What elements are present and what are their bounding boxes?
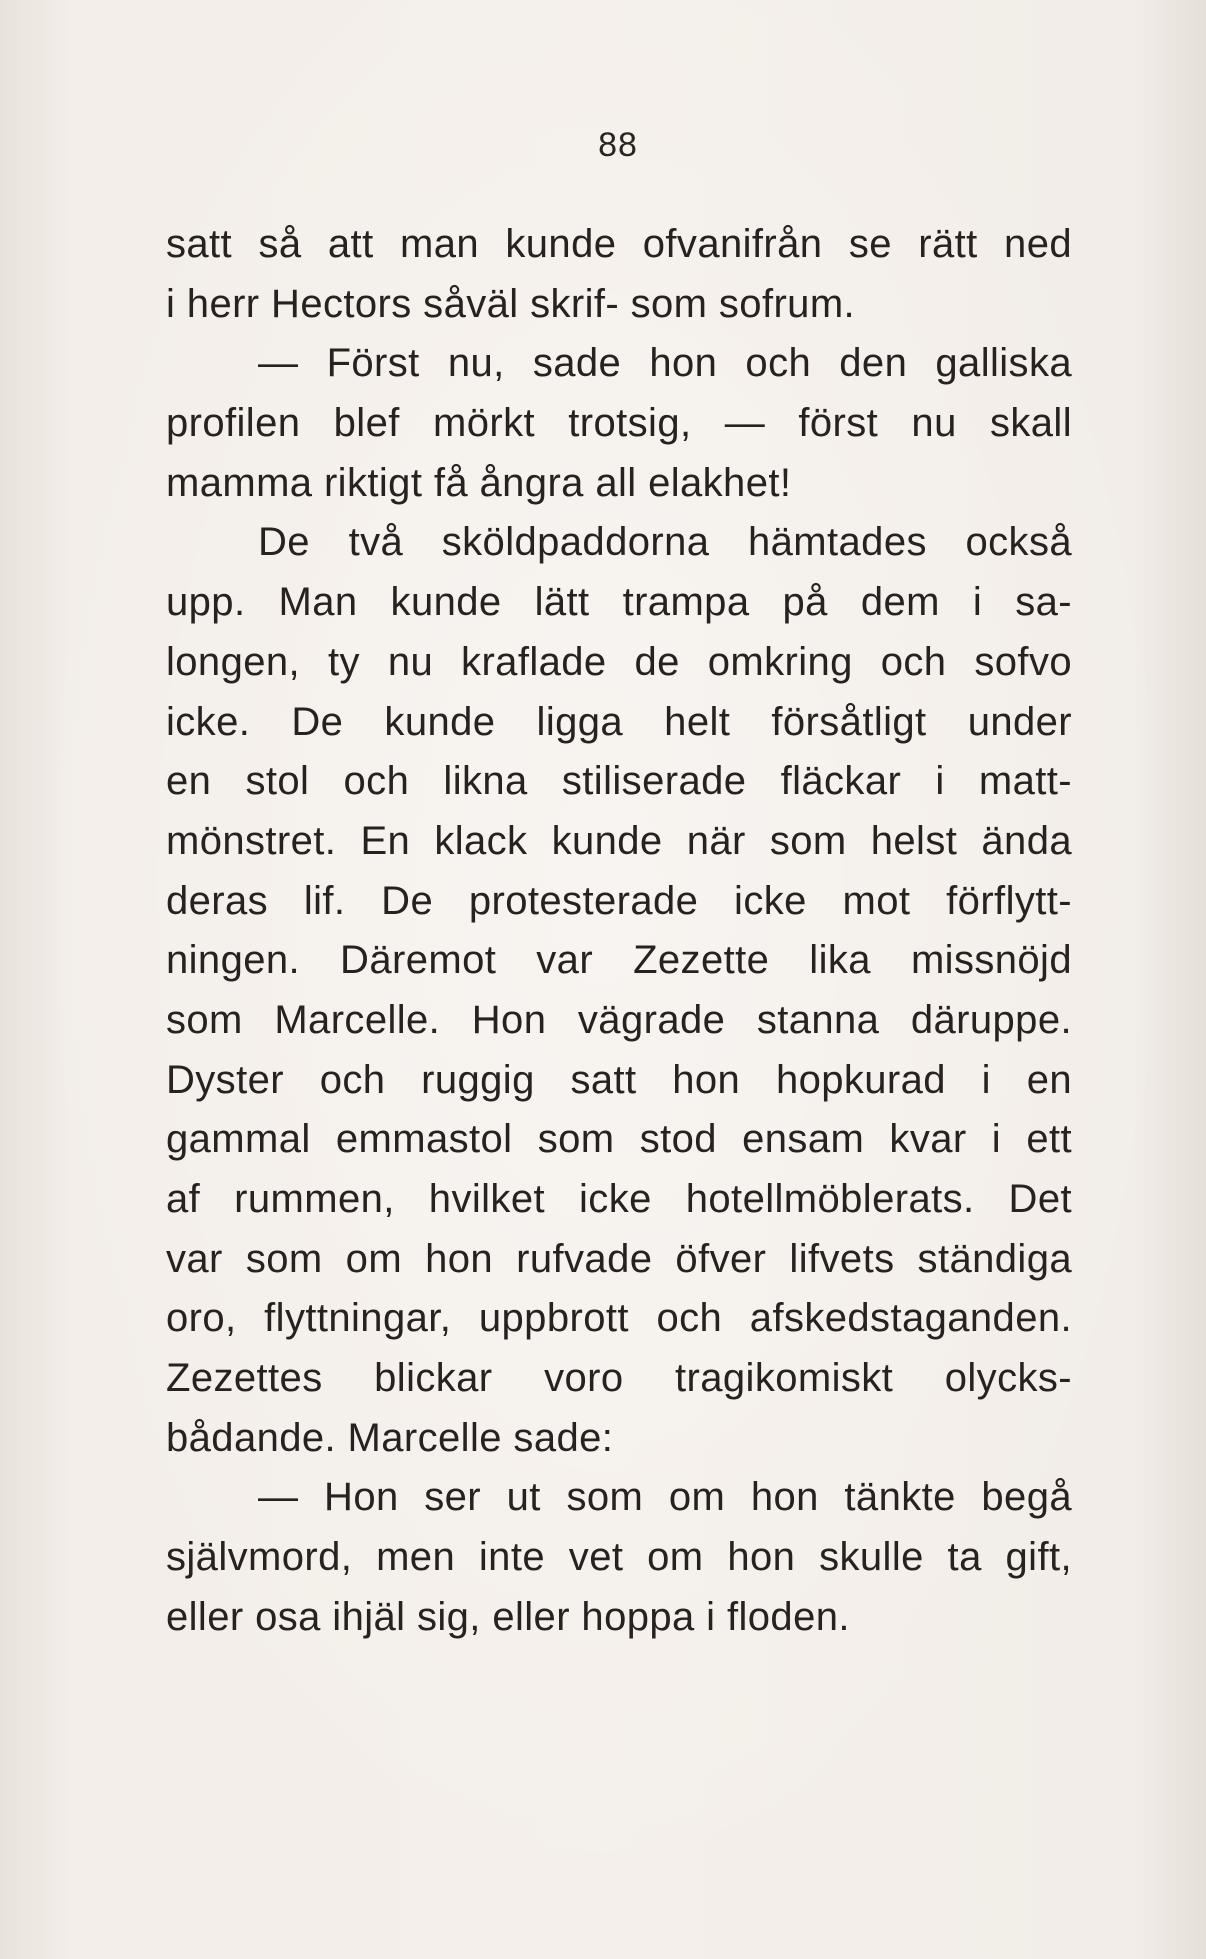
text-line: Zezettes blickar voro tragikomiskt olycks- (166, 1356, 1072, 1401)
text-line: gammal emmastol som stod ensam kvar i ett (166, 1117, 1072, 1162)
text-line: mamma riktigt få ångra all elakhet! (166, 460, 792, 505)
text-line: som Marcelle. Hon vägrade stanna däruppe. (166, 997, 1072, 1042)
text-line: eller osa ihjäl sig, eller hoppa i floden. (166, 1594, 850, 1639)
text-line: af rummen, hvilket icke hotellmöblerats. Det (166, 1177, 1072, 1221)
text-line: bådande. Marcelle sade: (166, 1415, 614, 1460)
body-text (166, 215, 1072, 1648)
text-line: upp. Man kunde lätt trampa på dem i sa- (166, 580, 1072, 625)
text-line: var som om hon rufvade öfver lifvets ständiga (166, 1236, 1072, 1281)
text-line: Dyster och ruggig satt hon hopkurad i en (166, 1057, 1072, 1102)
text-line: longen, ty nu kraflade de omkring och sofvo (166, 639, 1072, 684)
text-line: en stol och likna stiliserade fläckar i matt- (166, 759, 1072, 804)
text-line: självmord, men inte vet om hon skulle ta gift, (166, 1535, 1072, 1580)
text-line: De två sköldpaddorna hämtades också (258, 520, 1072, 565)
text-line: profilen blef mörkt trotsig, — först nu skall (166, 401, 1072, 446)
text-line: satt så att man kunde ofvanifrån se rätt ned (166, 222, 1072, 266)
text-line: i herr Hectors såväl skrif- som sofrum. (166, 281, 856, 326)
text-line: icke. De kunde ligga helt försåtligt under (166, 699, 1072, 744)
text-line: oro, flyttningar, uppbrott och afskedstaganden. (166, 1296, 1072, 1341)
text-line: — Hon ser ut som om hon tänkte begå (258, 1475, 1072, 1520)
page-number: 88 (598, 126, 638, 164)
text-line: ningen. Däremot var Zezette lika missnöjd (166, 938, 1072, 983)
text-line: deras lif. De protesterade icke mot förflytt- (166, 878, 1072, 923)
text-line: mönstret. En klack kunde när som helst ända (166, 818, 1072, 863)
text-line: — Först nu, sade hon och den galliska (258, 341, 1072, 386)
